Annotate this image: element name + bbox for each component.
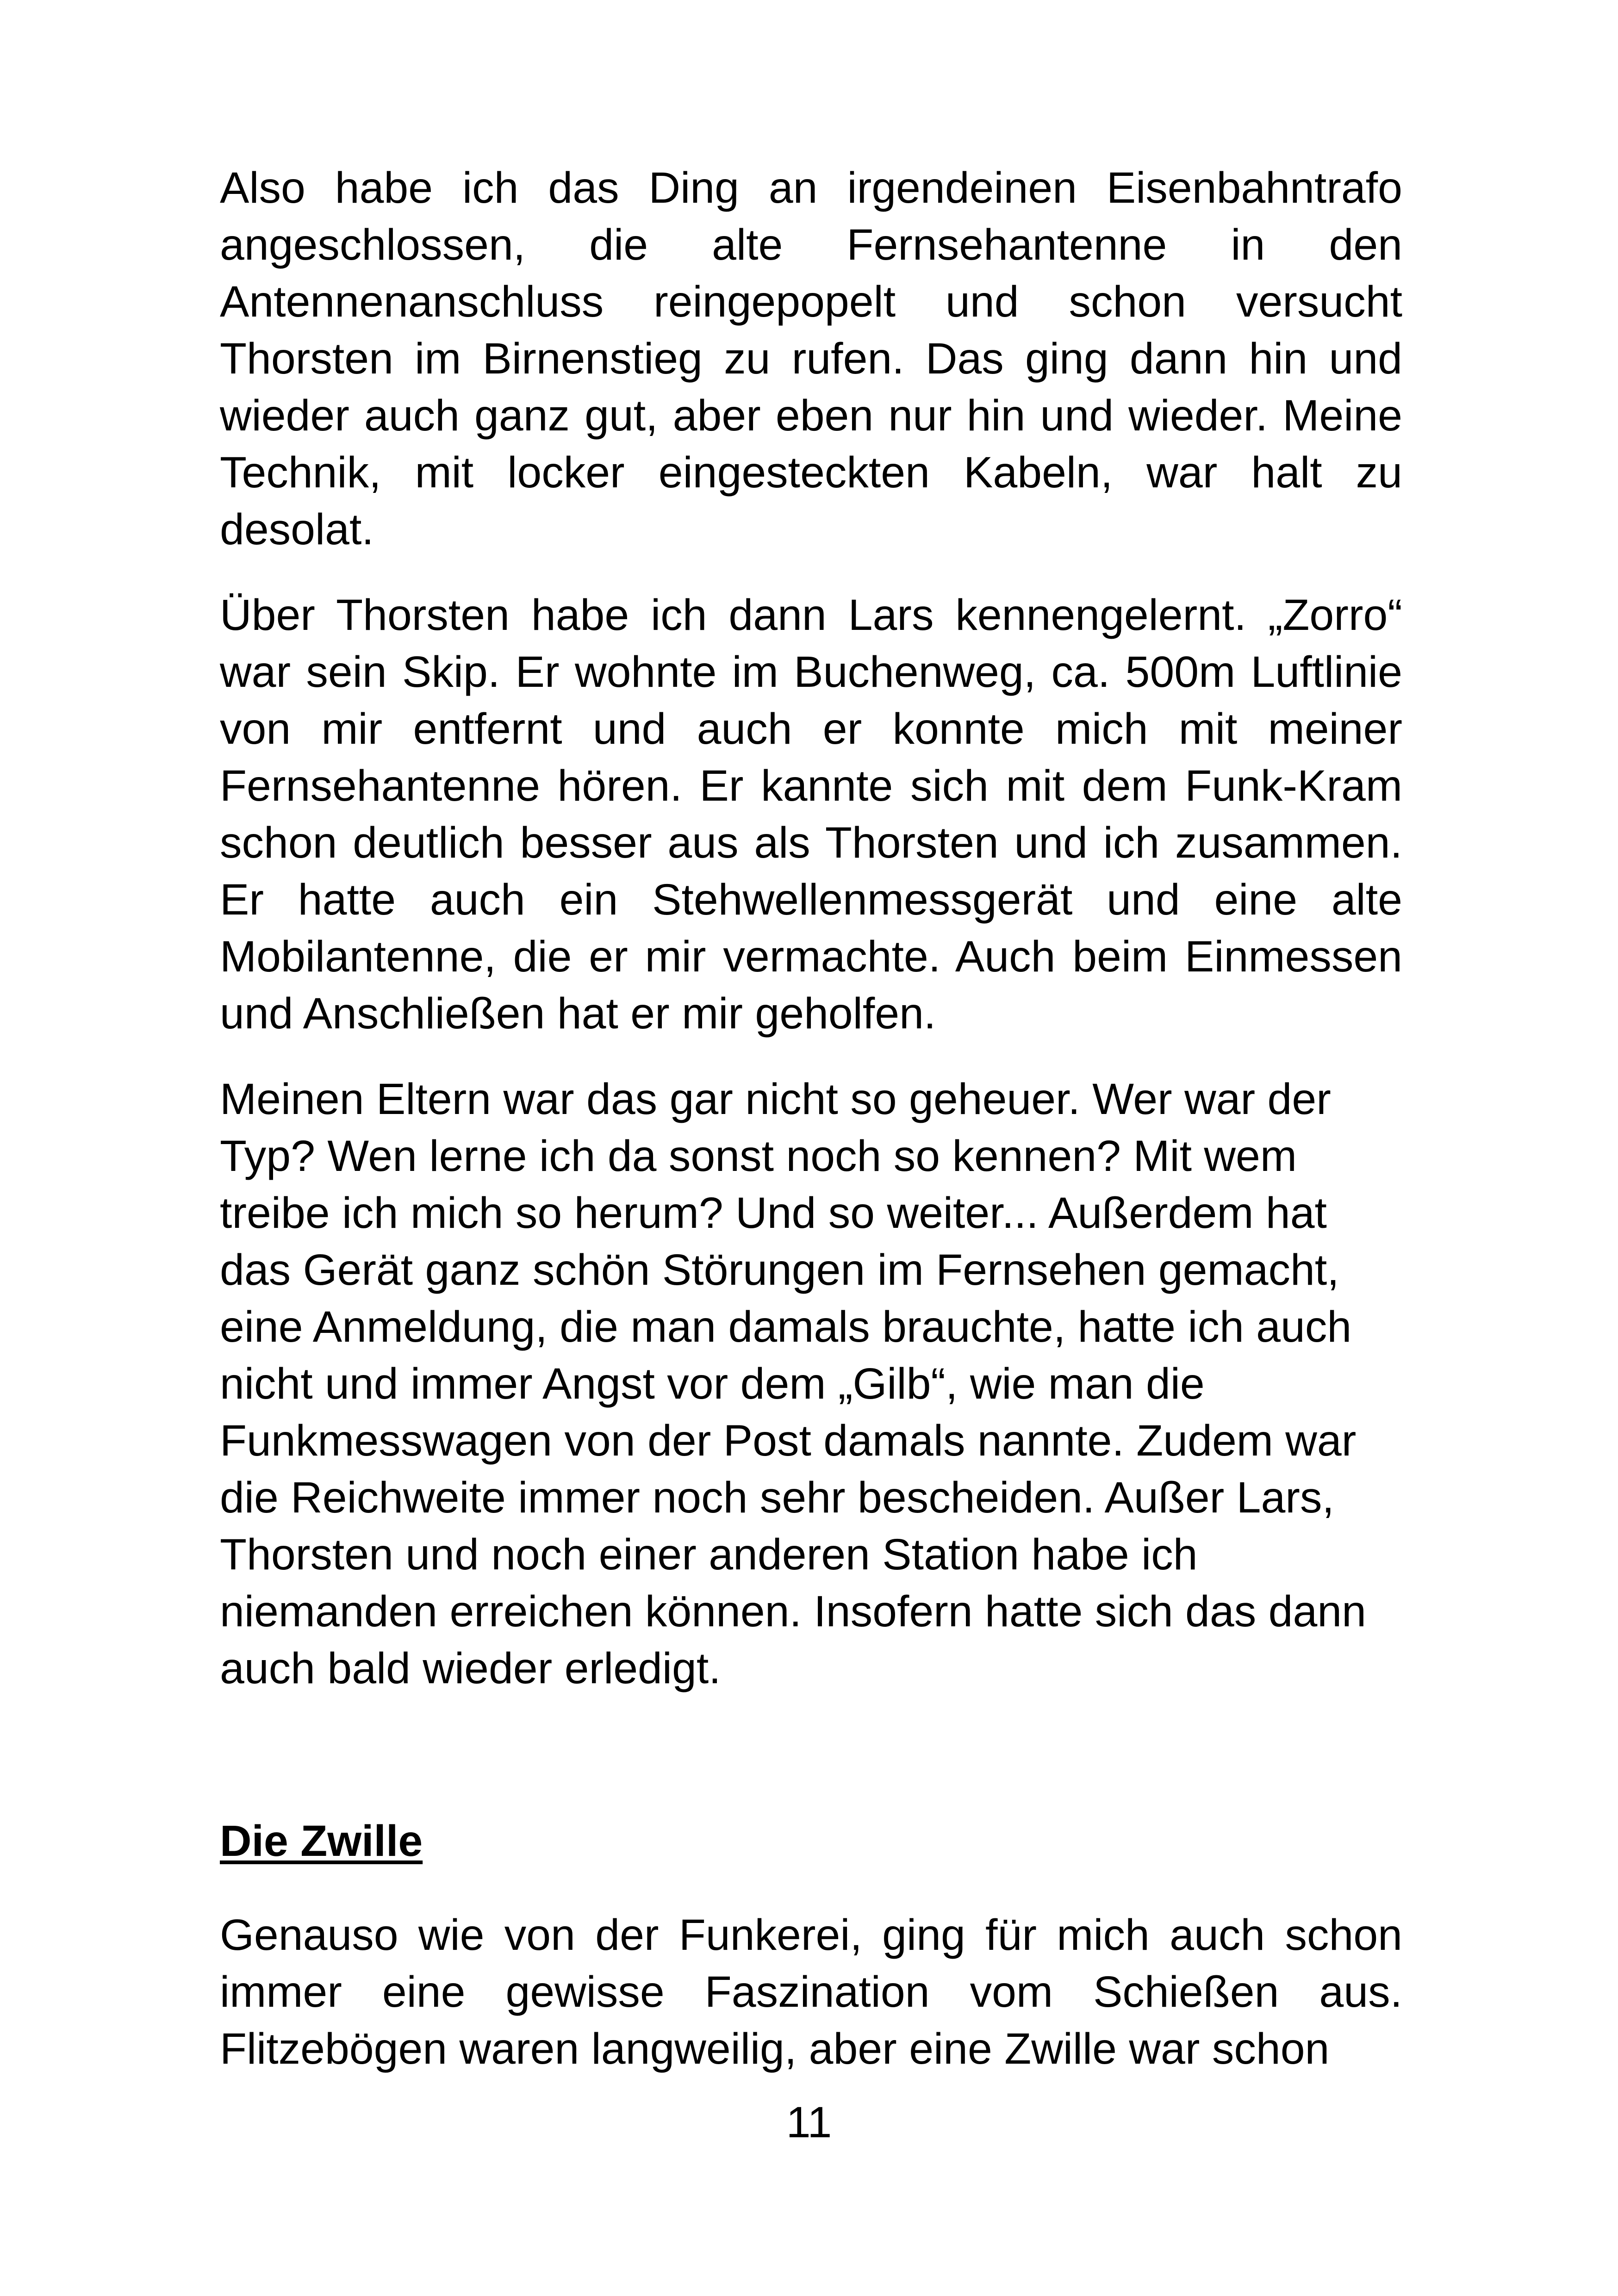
paragraph-2: Über Thorsten habe ich dann Lars kennengelernt. „Zorro“ war sein Skip. Er wohnte im Buchenweg, ca. 500m Luftlinie von mir entfernt und auch er konnte mich mit meiner Fernsehantenne hören. Er kannte sich mit dem Funk-Kram schon deutlich besser aus als Thorsten und ich zusammen. Er hatte auch ein Stehwellenmessgerät und eine alte Mobilantenne, die er mir vermachte. Auch beim Einmessen und Anschließen hat er mir geholfen. xyxy=(220,591,1402,1038)
body-text xyxy=(220,160,1402,2078)
paragraph-1: Also habe ich das Ding an irgendeinen Eisenbahntrafo angeschlossen, die alte Fernsehantenne in den Antennenanschluss reingepopelt und schon versucht Thorsten im Birnenstieg zu rufen. Das ging dann hin und wieder auch ganz gut, aber eben nur hin und wieder. Meine Technik, mit locker eingesteckten Kabeln, war halt zu desolat. xyxy=(220,163,1402,554)
page-number: 11 xyxy=(786,2098,832,2147)
section-paragraph: Genauso wie von der Funkerei, ging für mich auch schon immer eine gewisse Faszination vom Schießen aus. Flitzebögen waren langweilig, aber eine Zwille war schon xyxy=(220,1910,1402,2073)
section-heading: Die Zwille xyxy=(220,1817,423,1866)
paragraph-3: Meinen Eltern war das gar nicht so geheuer. Wer war der Typ? Wen lerne ich da sonst noch so kennen? Mit wem treibe ich mich so herum? Und so weiter... Außerdem hat das Gerät ganz schön Störungen im Fernsehen gemacht, eine Anmeldung, die man damals brauchte, hatte ich auch nicht und immer Angst vor dem „Gilb“, wie man die Funkmesswagen von der Post damals nannte. Zudem war die Reichweite immer noch sehr bescheiden. Außer Lars, Thorsten und noch einer anderen Station habe ich niemanden erreichen können. Insofern hatte sich das dann auch bald wieder erledigt. xyxy=(220,1075,1366,1693)
